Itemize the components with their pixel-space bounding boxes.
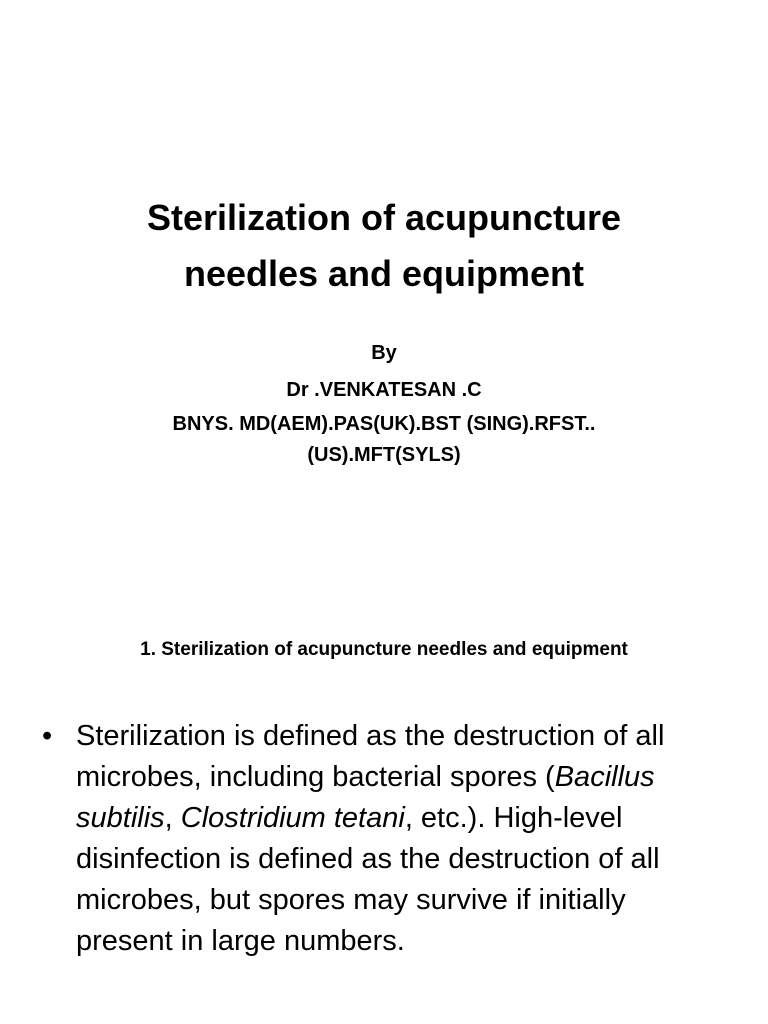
bullet-list [40, 716, 730, 962]
slide-title-line-2: needles and equipment [183, 253, 585, 294]
credentials-line-1: BNYS. MD(AEM).PAS(UK).BST (SING).RFST.. [172, 413, 596, 435]
bullet-italic-clostridium: Clostridium tetani [180, 802, 405, 834]
author-name: Dr .VENKATESAN .C [286, 379, 482, 401]
by-label: By [371, 342, 397, 364]
bullet-text-part-3: , etc.). High-level disinfection is defined as the destruction of all microbes, but spores may survive if initially present in large numbers. [76, 802, 660, 957]
bullet-text-part-2: , [164, 802, 181, 834]
bullet-text-part-1: Sterilization is defined as the destruction of all microbes, including bacterial spores ( [76, 720, 665, 793]
author-block [60, 335, 708, 471]
slide-title-line-1: Sterilization of acupuncture [146, 197, 622, 238]
bullet-dot: • [42, 720, 53, 752]
section-heading: 1. Sterilization of acupuncture needles and equipment [140, 639, 628, 660]
bullet-italic-bacillus: Bacillus subtilis [76, 761, 655, 834]
credentials-line-2: (US).MFT(SYLS) [307, 444, 461, 466]
list-item [40, 716, 730, 962]
slide-title [60, 190, 708, 302]
